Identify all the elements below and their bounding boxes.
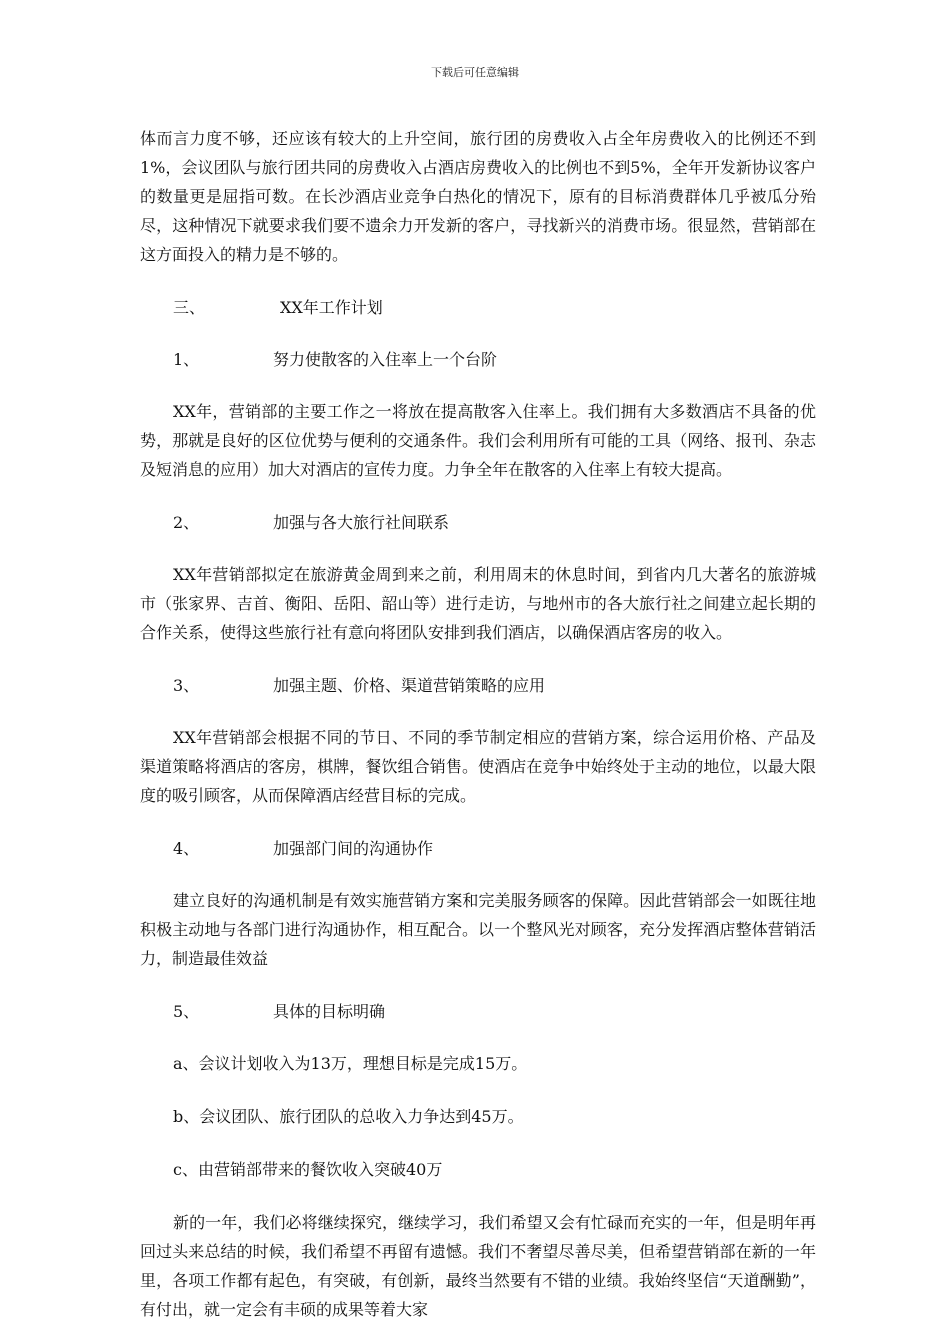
subsection-2-heading <box>140 508 816 537</box>
subsection-5-heading <box>140 997 816 1026</box>
subsection-title: 具体的目标明确 <box>273 1002 386 1021</box>
target-item-b: b、会议团队、旅行团队的总收入力争达到45万。 <box>173 1107 524 1126</box>
closing-paragraph: 新的一年，我们必将继续探究，继续学习，我们希望又会有忙碌而充实的一年，但是明年再回过头来总结的时候，我们希望不再留有遗憾。我们不奢望尽善尽美，但希望营销部在新的一年里，各项工作都有起色，有突破，有创新，最终当然要有不错的业绩。我始终坚信“天道酬勤”，有付出，就一定会有丰硕的成果等着大家 <box>140 1213 816 1319</box>
subsection-title: 努力使散客的入住率上一个台阶 <box>273 350 498 369</box>
subsection-3-heading <box>140 671 816 700</box>
subsection-1-heading <box>140 345 816 374</box>
subsection-number: 3、 <box>173 676 200 695</box>
subsection-2-body: XX年营销部拟定在旅游黄金周到来之前，利用周末的休息时间，到省内几大著名的旅游城市（张家界、吉首、衡阳、岳阳、韶山等）进行走访，与地州市的各大旅行社之间建立起长期的合作关系，使得这些旅行社有意向将团队安排到我们酒店，以确保酒店客房的收入。 <box>140 565 816 642</box>
subsection-number: 4、 <box>173 839 200 858</box>
intro-paragraph: 体而言力度不够，还应该有较大的上升空间，旅行团的房费收入占全年房费收入的比例还不到1%，会议团队与旅行团共同的房费收入占酒店房费收入的比例也不到5%，全年开发新协议客户的数量更是屈指可数。在长沙酒店业竞争白热化的情况下，原有的目标消费群体几乎被瓜分殆尽，这种情况下就要求我们要不遗余力开发新的客户，寻找新兴的消费市场。很显然，营销部在这方面投入的精力是不够的。 <box>140 129 816 264</box>
target-item-a: a、会议计划收入为13万，理想目标是完成15万。 <box>173 1054 528 1073</box>
header-note: 下载后可任意编辑 <box>431 66 519 79</box>
subsection-3-body: XX年营销部会根据不同的节日、不同的季节制定相应的营销方案，综合运用价格、产品及渠道策略将酒店的客房，棋牌，餐饮组合销售。使酒店在竞争中始终处于主动的地位，以最大限度的吸引顾客，从而保障酒店经营目标的完成。 <box>140 728 816 805</box>
section-heading-work-plan <box>140 293 816 322</box>
subsection-title: 加强部门间的沟通协作 <box>273 839 434 858</box>
target-item-c: c、由营销部带来的餐饮收入突破40万 <box>173 1160 443 1179</box>
document-body <box>140 124 816 1324</box>
subsection-title: 加强与各大旅行社间联系 <box>273 513 450 532</box>
section-heading-number: 三、 <box>173 298 206 317</box>
subsection-4-heading <box>140 834 816 863</box>
subsection-number: 2、 <box>173 513 200 532</box>
subsection-4-body: 建立良好的沟通机制是有效实施营销方案和完美服务顾客的保障。因此营销部会一如既往地积极主动地与各部门进行沟通协作，相互配合。以一个整风光对顾客，充分发挥酒店整体营销活力，制造最佳效益 <box>140 891 816 968</box>
subsection-number: 5、 <box>173 1002 200 1021</box>
subsection-1-body: XX年，营销部的主要工作之一将放在提高散客入住率上。我们拥有大多数酒店不具备的优势，那就是良好的区位优势与便利的交通条件。我们会利用所有可能的工具（网络、报刊、杂志及短消息的应用）加大对酒店的宣传力度。力争全年在散客的入住率上有较大提高。 <box>140 402 816 479</box>
subsection-title: 加强主题、价格、渠道营销策略的应用 <box>273 676 546 695</box>
section-heading-title: XX年工作计划 <box>280 298 383 317</box>
subsection-number: 1、 <box>173 350 200 369</box>
